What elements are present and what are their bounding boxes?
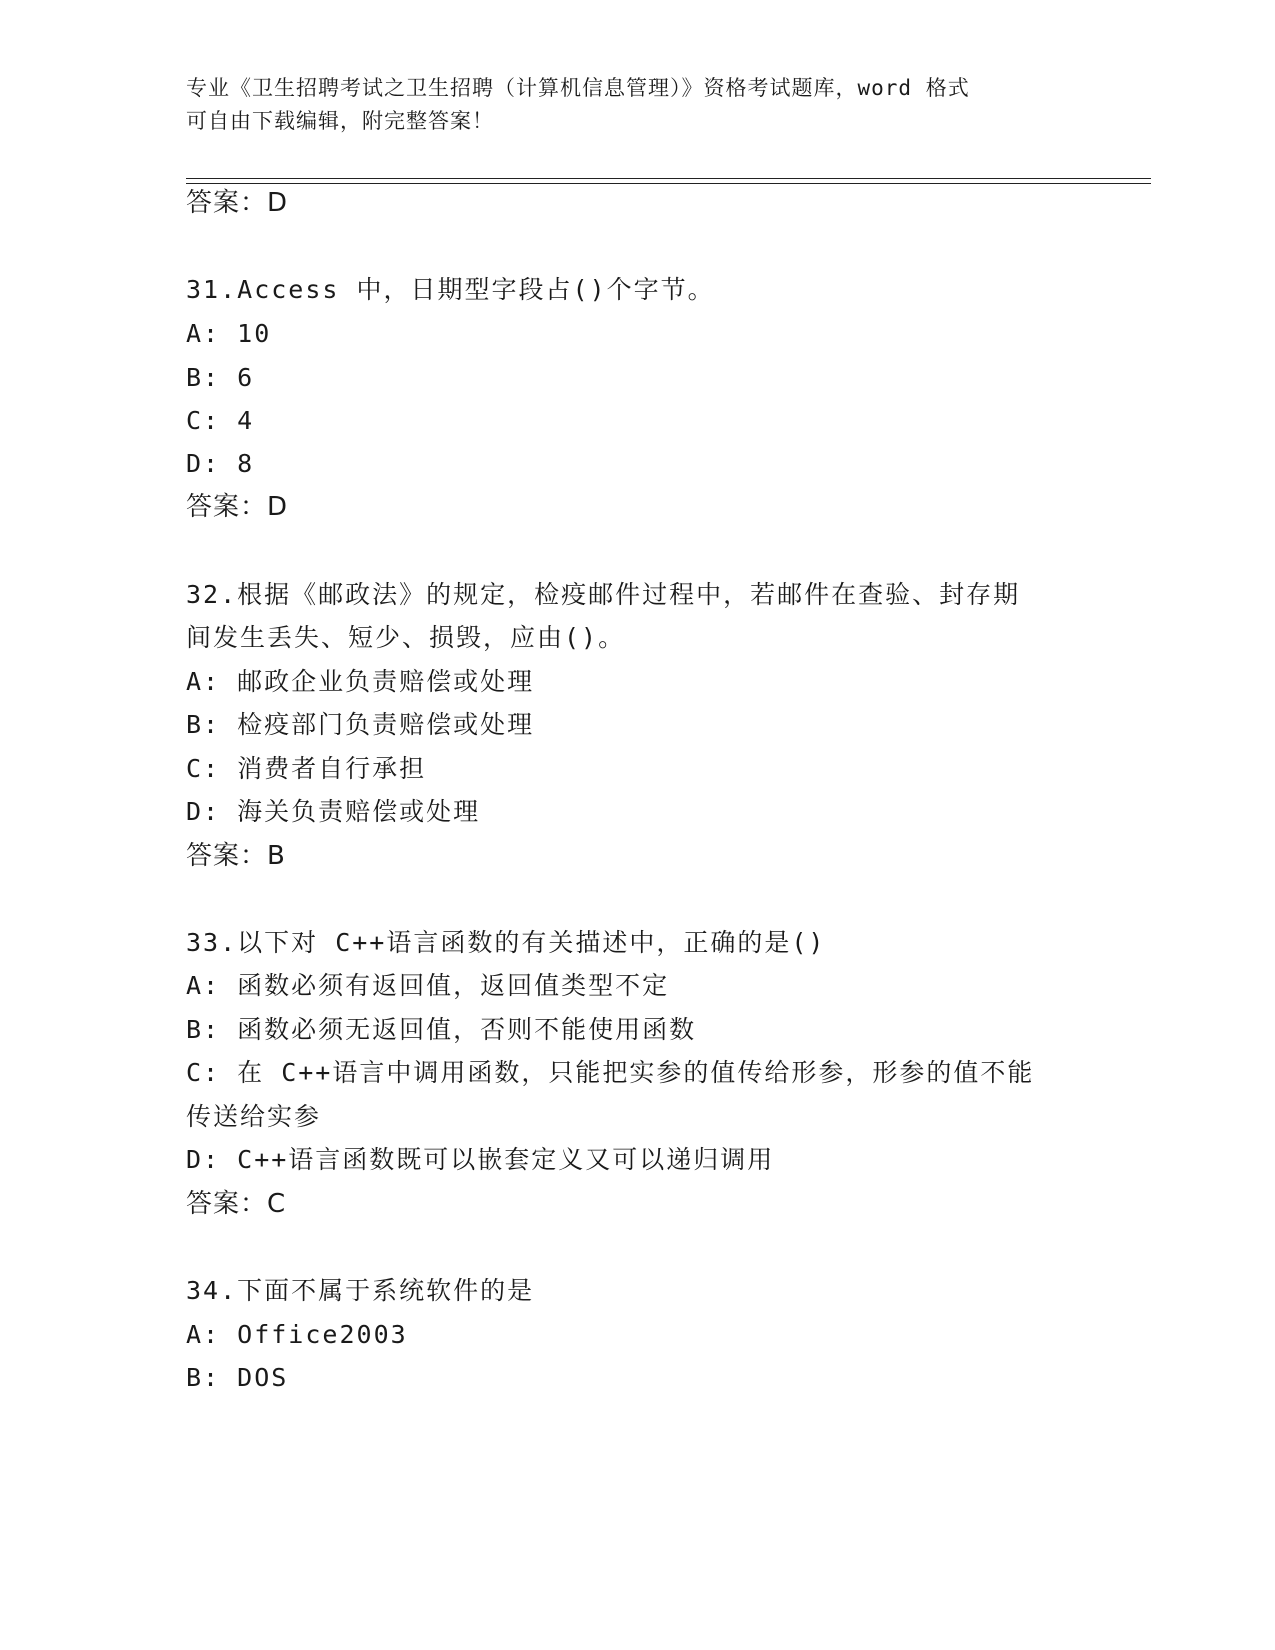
question-33-option-a: A: 函数必须有返回值，返回值类型不定 bbox=[186, 971, 670, 1000]
question-32-option-c: C: 消费者自行承担 bbox=[186, 754, 427, 783]
question-33-answer: 答案：C bbox=[186, 1189, 287, 1219]
header-divider-bottom bbox=[186, 183, 1151, 184]
question-31-stem: 31.Access 中，日期型字段占()个字节。 bbox=[186, 275, 715, 304]
question-32-option-a: A: 邮政企业负责赔偿或处理 bbox=[186, 667, 535, 696]
header-divider-top bbox=[186, 178, 1151, 179]
question-34-stem: 34.下面不属于系统软件的是 bbox=[186, 1276, 535, 1305]
question-32-stem-line-2: 间发生丢失、短少、损毁，应由()。 bbox=[186, 623, 626, 652]
question-33-option-b: B: 函数必须无返回值，否则不能使用函数 bbox=[186, 1015, 697, 1044]
header-line-2: 可自由下载编辑，附完整答案！ bbox=[186, 109, 494, 133]
question-33-option-d: D: C++语言函数既可以嵌套定义又可以递归调用 bbox=[186, 1145, 775, 1174]
question-32-option-b: B: 检疫部门负责赔偿或处理 bbox=[186, 710, 535, 739]
question-31-option-b: B: 6 bbox=[186, 363, 255, 392]
question-31-answer: 答案：D bbox=[186, 492, 289, 522]
question-31-option-c: C: 4 bbox=[186, 406, 255, 435]
question-32-stem-line-1: 32.根据《邮政法》的规定，检疫邮件过程中，若邮件在查验、封存期 bbox=[186, 580, 1021, 609]
question-33-option-c: C: 在 C++语言中调用函数，只能把实参的值传给形参，形参的值不能 bbox=[186, 1058, 1035, 1087]
document-header bbox=[186, 72, 1066, 138]
question-34-option-b: B: DOS bbox=[186, 1363, 289, 1392]
question-32-option-d: D: 海关负责赔偿或处理 bbox=[186, 797, 481, 826]
question-33-option-c-continuation: 传送给实参 bbox=[186, 1102, 322, 1131]
question-31-option-a: A: 10 bbox=[186, 319, 272, 348]
answer-prev: 答案：D bbox=[186, 188, 289, 218]
question-32-answer: 答案：B bbox=[186, 841, 286, 871]
question-31-option-d: D: 8 bbox=[186, 449, 255, 478]
question-33-stem: 33.以下对 C++语言函数的有关描述中，正确的是() bbox=[186, 928, 826, 957]
question-34-option-a: A: Office2003 bbox=[186, 1320, 408, 1349]
header-line-1: 专业《卫生招聘考试之卫生招聘（计算机信息管理）》资格考试题库，word 格式 bbox=[186, 76, 970, 100]
